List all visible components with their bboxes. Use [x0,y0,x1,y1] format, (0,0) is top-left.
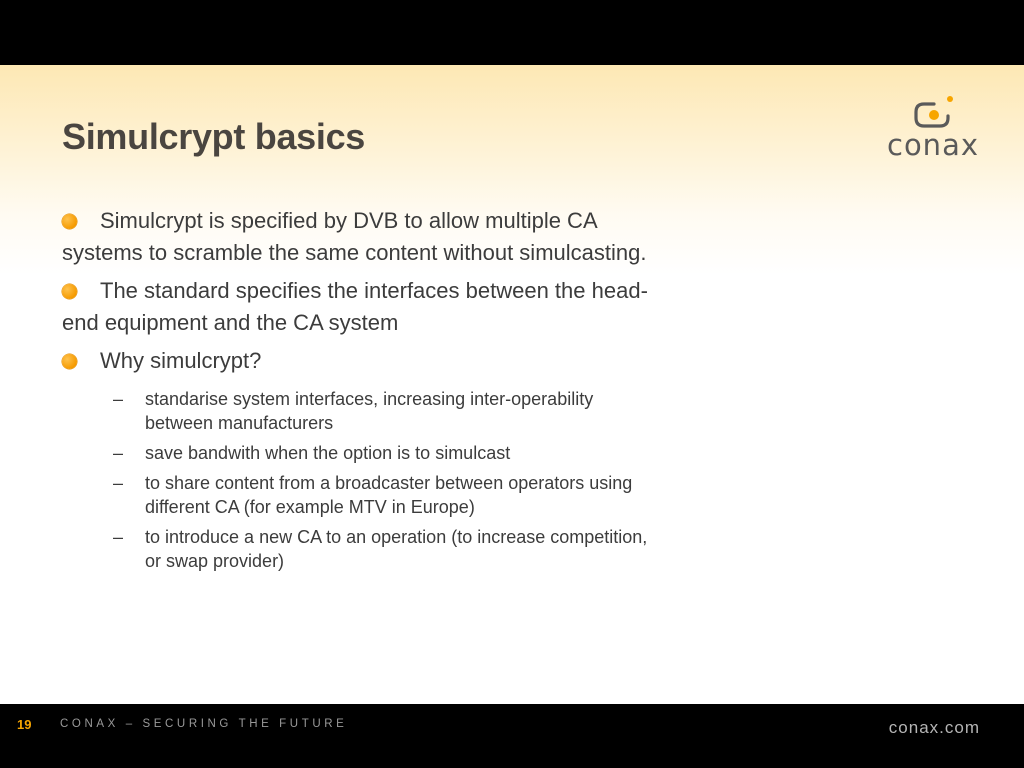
bullet-text: Why simulcrypt? [100,348,262,373]
sub-bullet-text: to introduce a new CA to an operation (to increase competition, or swap provider) [145,527,648,571]
dash-marker: – [113,443,124,463]
conax-logo [876,94,990,158]
sub-bullet-item [62,441,662,465]
bullet-dot-icon [62,354,77,369]
top-bar [0,0,1024,65]
sub-bullet-text: save bandwith when the option is to simulcast [145,443,511,463]
bullet-item [62,275,662,339]
slide-title: Simulcrypt basics [62,116,366,157]
sub-bullet-item [62,387,662,435]
sub-bullet-text: standarise system interfaces, increasing inter-operability between manufacturers [145,389,594,433]
dash-marker: – [113,527,124,547]
bullet-dot-icon [62,214,77,229]
logo-wordmark: conax [887,128,979,158]
dash-marker: – [113,473,124,493]
footer-tagline: CONAX – SECURING THE FUTURE [60,718,348,730]
bullet-text: Simulcrypt is specified by DVB to allow multiple CA systems to scramble the same content without simulcasting. [62,208,647,265]
sub-bullet-list [62,387,662,573]
sub-bullet-text: to share content from a broadcaster between operators using different CA (for example MTV in Europe) [145,473,633,517]
bullet-item [62,345,662,377]
page-number: 19 [17,717,32,732]
footer-website: conax.com [888,718,980,737]
dash-marker: – [113,389,124,409]
footer-bar [0,704,1024,768]
bullet-text: The standard specifies the interfaces between the head-end equipment and the CA system [62,278,648,335]
sub-bullet-item [62,525,662,573]
bullet-dot-icon [62,284,77,299]
slide-content [62,205,662,579]
bullet-item [62,205,662,269]
sub-bullet-item [62,471,662,519]
